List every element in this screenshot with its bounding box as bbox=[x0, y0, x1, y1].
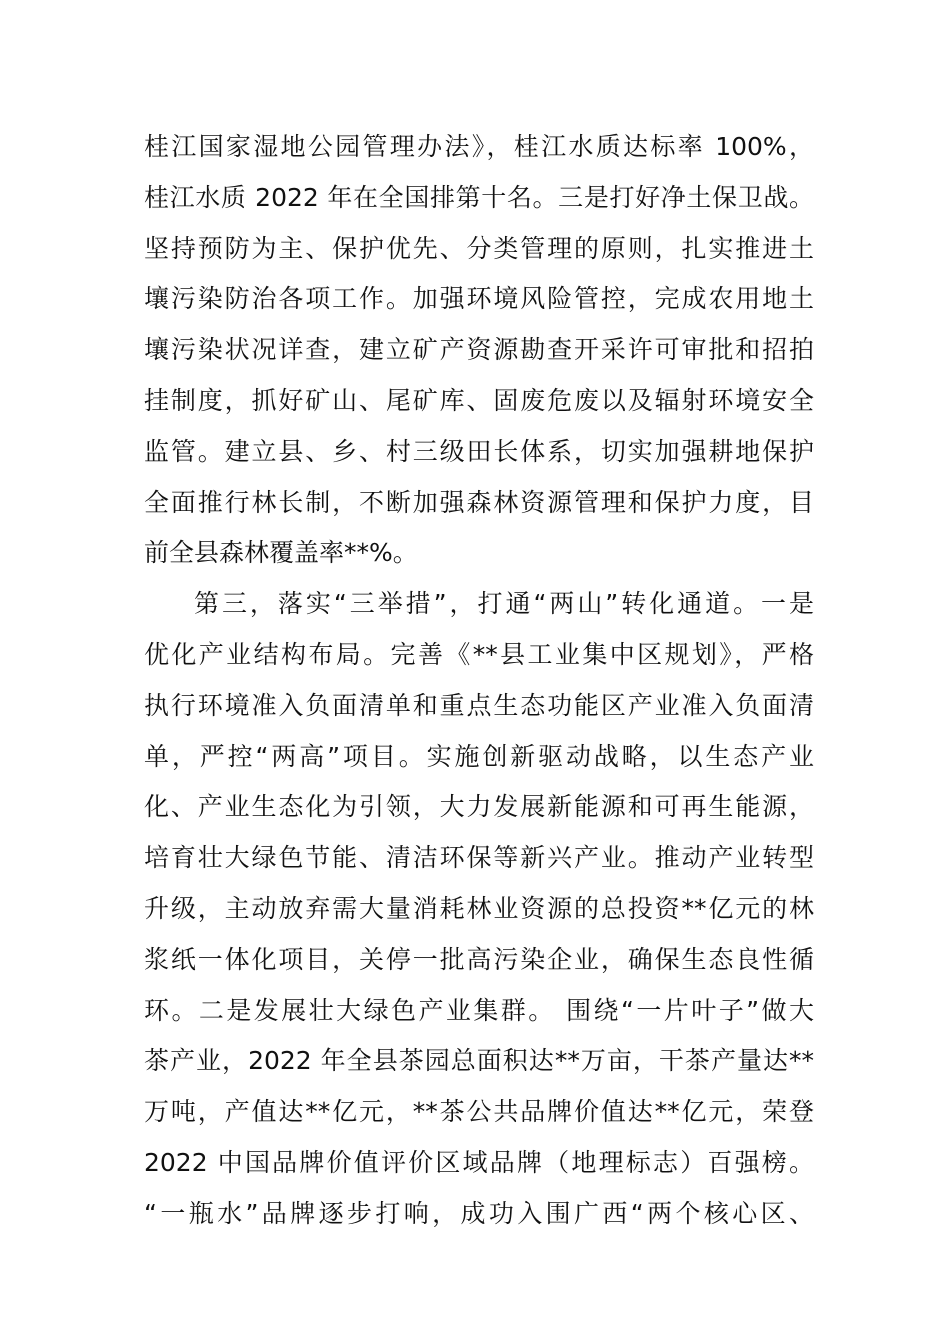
text-line-5: 壤污染状况详查，建立矿产资源勘查开采许可审批和招拍 bbox=[144, 335, 814, 365]
text-line-13: 单，严控“两高”项目。实施创新驱动战略，以生态产业 bbox=[144, 741, 814, 771]
text-line-15: 培育壮大绿色节能、清洁环保等新兴产业。推动产业转型 bbox=[144, 843, 814, 873]
body-text bbox=[144, 122, 814, 1240]
text-line-12: 执行环境准入负面清单和重点生态功能区产业准入负面清 bbox=[144, 690, 814, 720]
text-line-1: 桂江国家湿地公园管理办法》，桂江水质达标率 100%， bbox=[144, 132, 814, 161]
text-line-22: “一瓶水”品牌逐步打响，成功入围广西“两个核心区、 bbox=[144, 1198, 814, 1228]
text-line-7: 监管。建立县、乡、村三级田长体系，切实加强耕地保护 bbox=[144, 436, 814, 466]
paragraph-start-line: 第三，落实“三举措”，打通“两山”转化通道。一是 bbox=[194, 589, 814, 619]
text-line-16: 升级，主动放弃需大量消耗林业资源的总投资**亿元的林 bbox=[144, 893, 814, 923]
text-line-21: 2022 中国品牌价值评价区域品牌（地理标志）百强榜。 bbox=[144, 1147, 814, 1177]
text-line-14: 化、产业生态化为引领，大力发展新能源和可再生能源， bbox=[144, 792, 814, 822]
text-line-17: 浆纸一体化项目，关停一批高污染企业，确保生态良性循 bbox=[144, 944, 814, 974]
text-line-3: 坚持预防为主、保护优先、分类管理的原则，扎实推进土 bbox=[144, 233, 814, 263]
text-line-6: 挂制度，抓好矿山、尾矿库、固废危废以及辐射环境安全 bbox=[144, 385, 814, 415]
text-line-9: 前全县森林覆盖率**%。 bbox=[144, 538, 418, 568]
text-line-4: 壤污染防治各项工作。加强环境风险管控，完成农用地土 bbox=[144, 284, 814, 314]
text-line-8: 全面推行林长制，不断加强森林资源管理和保护力度，目 bbox=[144, 487, 814, 517]
text-line-19: 茶产业，2022 年全县茶园总面积达**万亩，干茶产量达** bbox=[144, 1046, 814, 1076]
text-line-20: 万吨，产值达**亿元，**茶公共品牌价值达**亿元，荣登 bbox=[144, 1097, 814, 1127]
text-line-11: 优化产业结构布局。完善《**县工业集中区规划》，严格 bbox=[144, 639, 814, 669]
text-line-18: 环。二是发展壮大绿色产业集群。 围绕“一片叶子”做大 bbox=[144, 995, 814, 1025]
text-line-2: 桂江水质 2022 年在全国排第十名。三是打好净土保卫战。 bbox=[144, 182, 814, 212]
